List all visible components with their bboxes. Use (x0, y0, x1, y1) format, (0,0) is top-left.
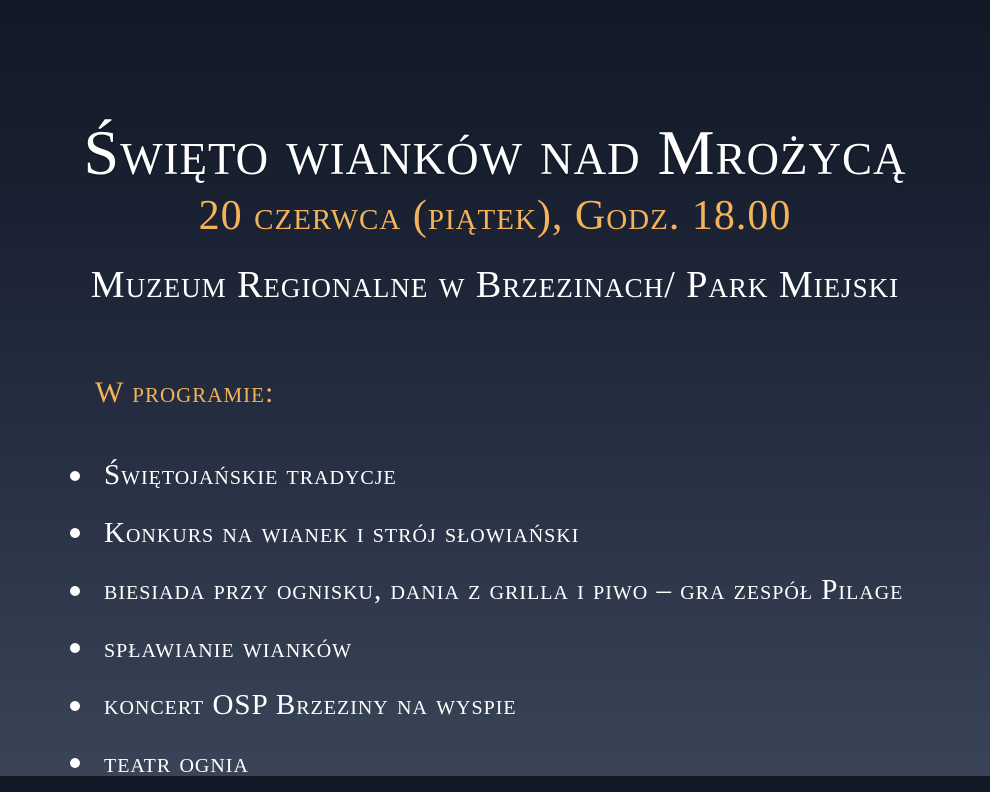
bullet-icon (70, 701, 80, 711)
program-item (70, 677, 903, 735)
program-item (70, 505, 903, 563)
program-item (70, 447, 903, 505)
program-item-text: spławianie wianków (104, 634, 352, 663)
event-title: Święto wianków nad Mrożycą (0, 121, 990, 185)
bullet-icon (70, 528, 80, 538)
program-item (70, 562, 903, 620)
event-date: 20 czerwca (piątek), Godz. 18.00 (0, 195, 990, 237)
program-heading: W programie: (95, 378, 274, 408)
bullet-icon (70, 758, 80, 768)
bullet-icon (70, 586, 80, 596)
program-item-text: Konkurs na wianek i strój słowiański (104, 519, 579, 548)
bullet-icon (70, 471, 80, 481)
program-item-text: biesiada przy ognisku, dania z grilla i piwo – gra zespół Pilage (104, 576, 903, 605)
program-item (70, 620, 903, 678)
program-item-text: koncert OSP Brzeziny na wyspie (104, 691, 517, 720)
event-venue: Muzeum Regionalne w Brzezinach/ Park Miejski (0, 266, 990, 304)
program-list (70, 447, 903, 792)
program-item-text: teatr ognia (104, 749, 249, 778)
program-item-text: Świętojańskie tradycje (104, 461, 397, 490)
bullet-icon (70, 643, 80, 653)
program-item (70, 735, 903, 792)
